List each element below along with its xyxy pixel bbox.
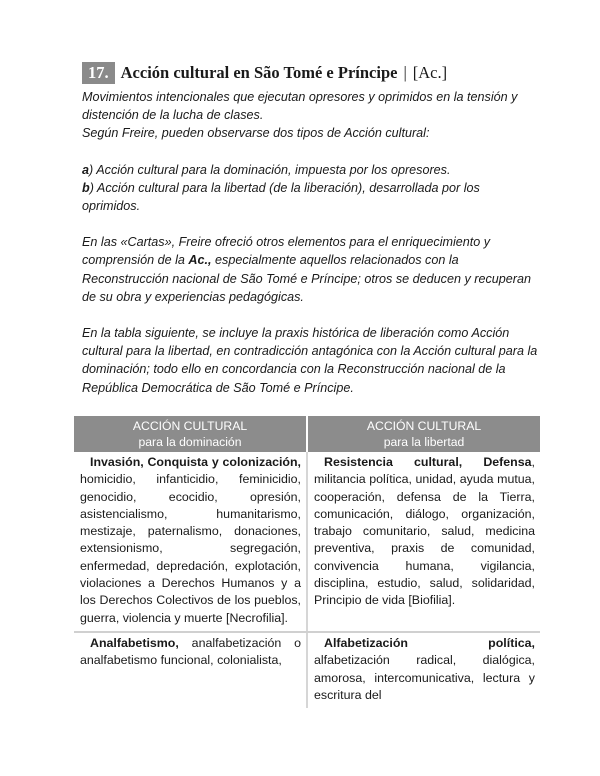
header-liberty-line2: para la libertad: [383, 435, 465, 449]
intro-paragraph: [82, 88, 540, 143]
ac-abbreviation: Ac.,: [188, 253, 212, 268]
header-domination-line2: para la dominación: [138, 435, 242, 449]
cell-text: analfabetización o analfabetismo funcional, colonialista,: [80, 635, 301, 668]
title-separator: |: [403, 63, 407, 82]
type-list: [82, 161, 540, 216]
section-title: Acción cultural en São Tomé e Príncipe: [120, 63, 398, 82]
header-domination-line1: ACCIÓN CULTURAL: [132, 419, 248, 433]
cell-term: Invasión, Conquista y colonización,: [90, 455, 301, 469]
cartas-text-1: En las «Cartas», Freire ofreció otros elementos para el enriquecimiento y comprensión de la: [82, 235, 491, 268]
section-abbreviation: [Ac.]: [412, 63, 448, 82]
intro-line-2: Según Freire, pueden observarse dos tipos de Acción cultural:: [82, 126, 430, 141]
header-liberty: [307, 416, 540, 452]
cartas-text-2: especialmente aquellos relacionados con la Reconstrucción nacional de São Tomé e Príncipe; otros se deducen y recuperan de su obra y experiencias pedagógicas.: [82, 253, 531, 304]
page-content: [82, 62, 540, 397]
table-header-row: [74, 416, 540, 452]
cartas-paragraph: [82, 233, 540, 306]
cell-term: Resistencia cultural, Defensa: [324, 455, 532, 469]
item-a-label: a: [82, 162, 90, 177]
section-heading: [82, 62, 540, 84]
header-domination: [74, 416, 307, 452]
intro-line-1: Movimientos intencionales que ejecutan opresores y oprimidos en la tensión y distención de la lucha de clases.: [82, 90, 518, 123]
table-intro-paragraph: En la tabla siguiente, se incluye la praxis histórica de liberación como Acción cultural para la libertad, en contradicción antagónica con la Acción cultural para la dominación; todo ello en concordancia con la Reconstrucción nacional de la República Democrática de São Tomé e Príncipe.: [82, 326, 538, 395]
header-liberty-line1: ACCIÓN CULTURAL: [366, 419, 482, 433]
table-row: [74, 452, 540, 632]
cell-liberty: [307, 632, 540, 708]
cell-text: , militancia política, unidad, ayuda mutua, cooperación, defensa de la Tierra, comunicación, diálogo, organización, trabajo comunitario, salud, medicina preventiva, praxis de comunidad, convivencia humana, vigilancia, disciplina, estudio, salud, solidaridad, Principio de vida [Biofilia].: [314, 455, 535, 608]
item-b-text: ) Acción cultural para la libertad (de la liberación), desarrollada por los oprimidos.: [82, 180, 480, 214]
cell-text: homicidio, infanticidio, feminicidio, genocidio, ecocidio, opresión, asistencialismo, humanitarismo, mestizaje, paternalismo, donaciones, extensionismo, segregación, enfermedad, depredación, explotación, violaciones a Derechos Humanos y a los Derechos Colectivos de los pueblos, guerra, violencia y muerte [Necrofilia].: [80, 472, 301, 625]
comparison-table: [74, 416, 540, 708]
item-b-label: b: [82, 180, 90, 195]
cell-term: Alfabetización política,: [324, 635, 535, 650]
item-a-text: ) Acción cultural para la dominación, impuesta por los opresores.: [89, 162, 451, 177]
cell-liberty: [307, 452, 540, 632]
cell-domination: [74, 452, 307, 632]
cell-domination: [74, 632, 307, 708]
table-row: [74, 632, 540, 708]
cell-text: alfabetización radical, dialógica, amorosa, intercomunicativa, lectura y escritura del: [314, 653, 535, 702]
section-number: 17.: [82, 62, 115, 84]
cell-term: Analfabetismo,: [90, 635, 179, 650]
